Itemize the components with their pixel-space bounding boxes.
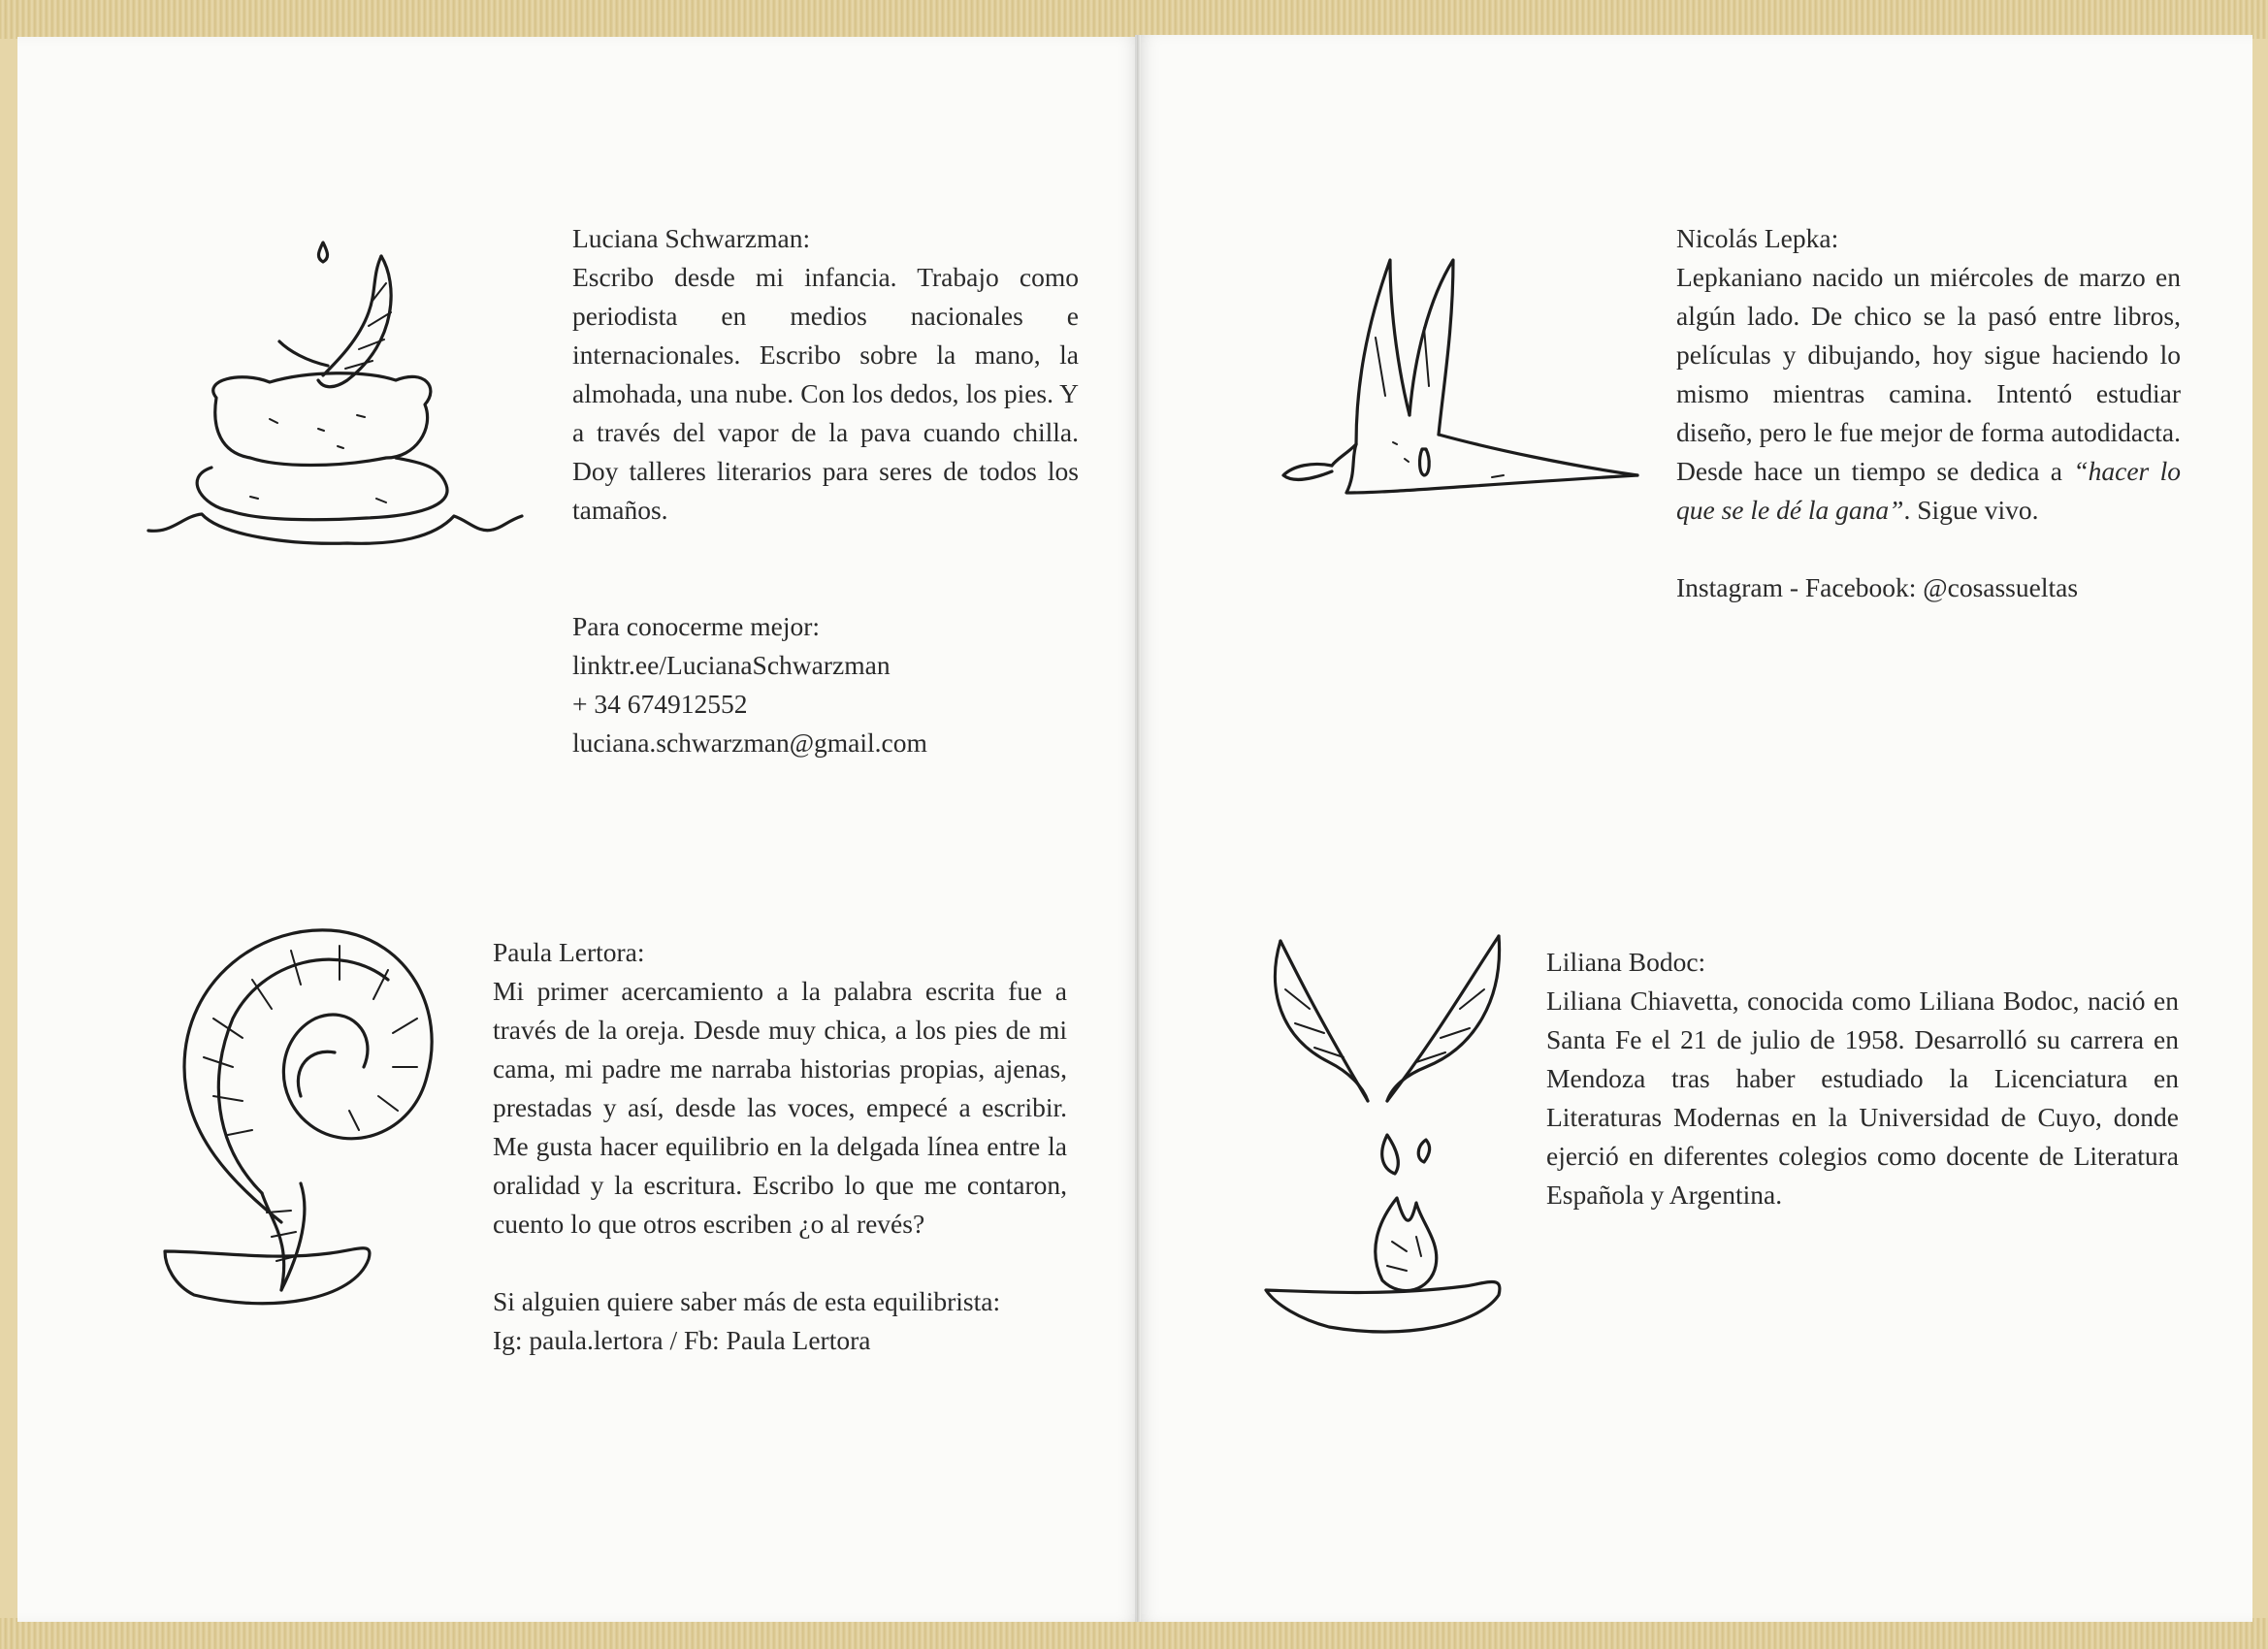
author-bio-text xyxy=(1676,258,2181,530)
contact-email: luciana.schwarzman@gmail.com xyxy=(572,728,927,758)
book-cover-edge-top xyxy=(0,0,2268,39)
contact-heading: Para conocerme mejor: xyxy=(572,611,821,641)
feathers-and-flame-illustration xyxy=(1261,931,1513,1339)
feather-on-pillows-illustration xyxy=(144,225,541,555)
spiral-feather-illustration xyxy=(155,902,446,1310)
contact-heading: Si alguien quiere saber más de esta equilibrista: xyxy=(493,1286,1001,1316)
fox-head-illustration xyxy=(1279,250,1647,512)
book-spine xyxy=(1137,35,1141,1622)
contact-social: Ig: paula.lertora / Fb: Paula Lertora xyxy=(493,1325,871,1355)
author-bio-text: Escribo desde mi infancia. Trabajo como periodista en medios nacionales e internacionales. Escribo sobre la mano, la almohada, una nube. Con los dedos, los pies. Y a través del vapor de la pava cuando chilla. Doy talleres literarios para seres de todos los tamaños. xyxy=(572,262,1079,525)
contact-phone: + 34 674912552 xyxy=(572,689,748,719)
bio-luciana-schwarzman xyxy=(572,219,1079,762)
bio-liliana-bodoc xyxy=(1546,943,2179,1214)
author-bio-text-start: Lepkaniano nacido un miércoles de marzo en algún lado. De chico se la pasó entre libros, películas y dibujando, hoy sigue haciendo lo mismo mientras camina. Intentó estudiar diseño, pero le fue mejor de forma autodidacta. Desde hace un tiempo se dedica a xyxy=(1676,262,2182,486)
author-name: Nicolás Lepka: xyxy=(1676,223,1839,253)
contact-social: Instagram - Facebook: @cosassueltas xyxy=(1676,572,2079,602)
bio-nicolas-lepka xyxy=(1676,219,2181,607)
bio-paula-lertora xyxy=(493,933,1067,1360)
author-bio-text: Mi primer acercamiento a la palabra escrita fue a través de la oreja. Desde muy chica, a los pies de mi cama, mi padre me narraba historias propias, ajenas, prestadas y así, desde las voces, empecé a escribir. Me gusta hacer equilibrio en la delgada línea entre la oralidad y la escritura. Escribo lo que me contaron, cuento lo que otros escriben ¿o al revés? xyxy=(493,976,1067,1239)
author-name: Liliana Bodoc: xyxy=(1546,947,1706,977)
author-name: Luciana Schwarzman: xyxy=(572,223,811,253)
contact-link: linktr.ee/LucianaSchwarzman xyxy=(572,650,891,680)
book-cover-edge-bottom xyxy=(0,1618,2268,1649)
author-bio-text: Liliana Chiavetta, conocida como Liliana Bodoc, nació en Santa Fe el 21 de julio de 1958. Desarrolló su carrera en Mendoza tras haber estudiado la Licenciatura en Literaturas Modernas en la Universidad de Cuyo, donde ejerció en diferentes colegios como docente de Literatura Española y Argentina. xyxy=(1546,986,2179,1210)
author-bio-quote: “hacer lo que se le dé la gana” xyxy=(1676,456,2181,525)
author-name: Paula Lertora: xyxy=(493,937,645,967)
author-bio-text-end: . Sigue vivo. xyxy=(1903,495,2039,525)
